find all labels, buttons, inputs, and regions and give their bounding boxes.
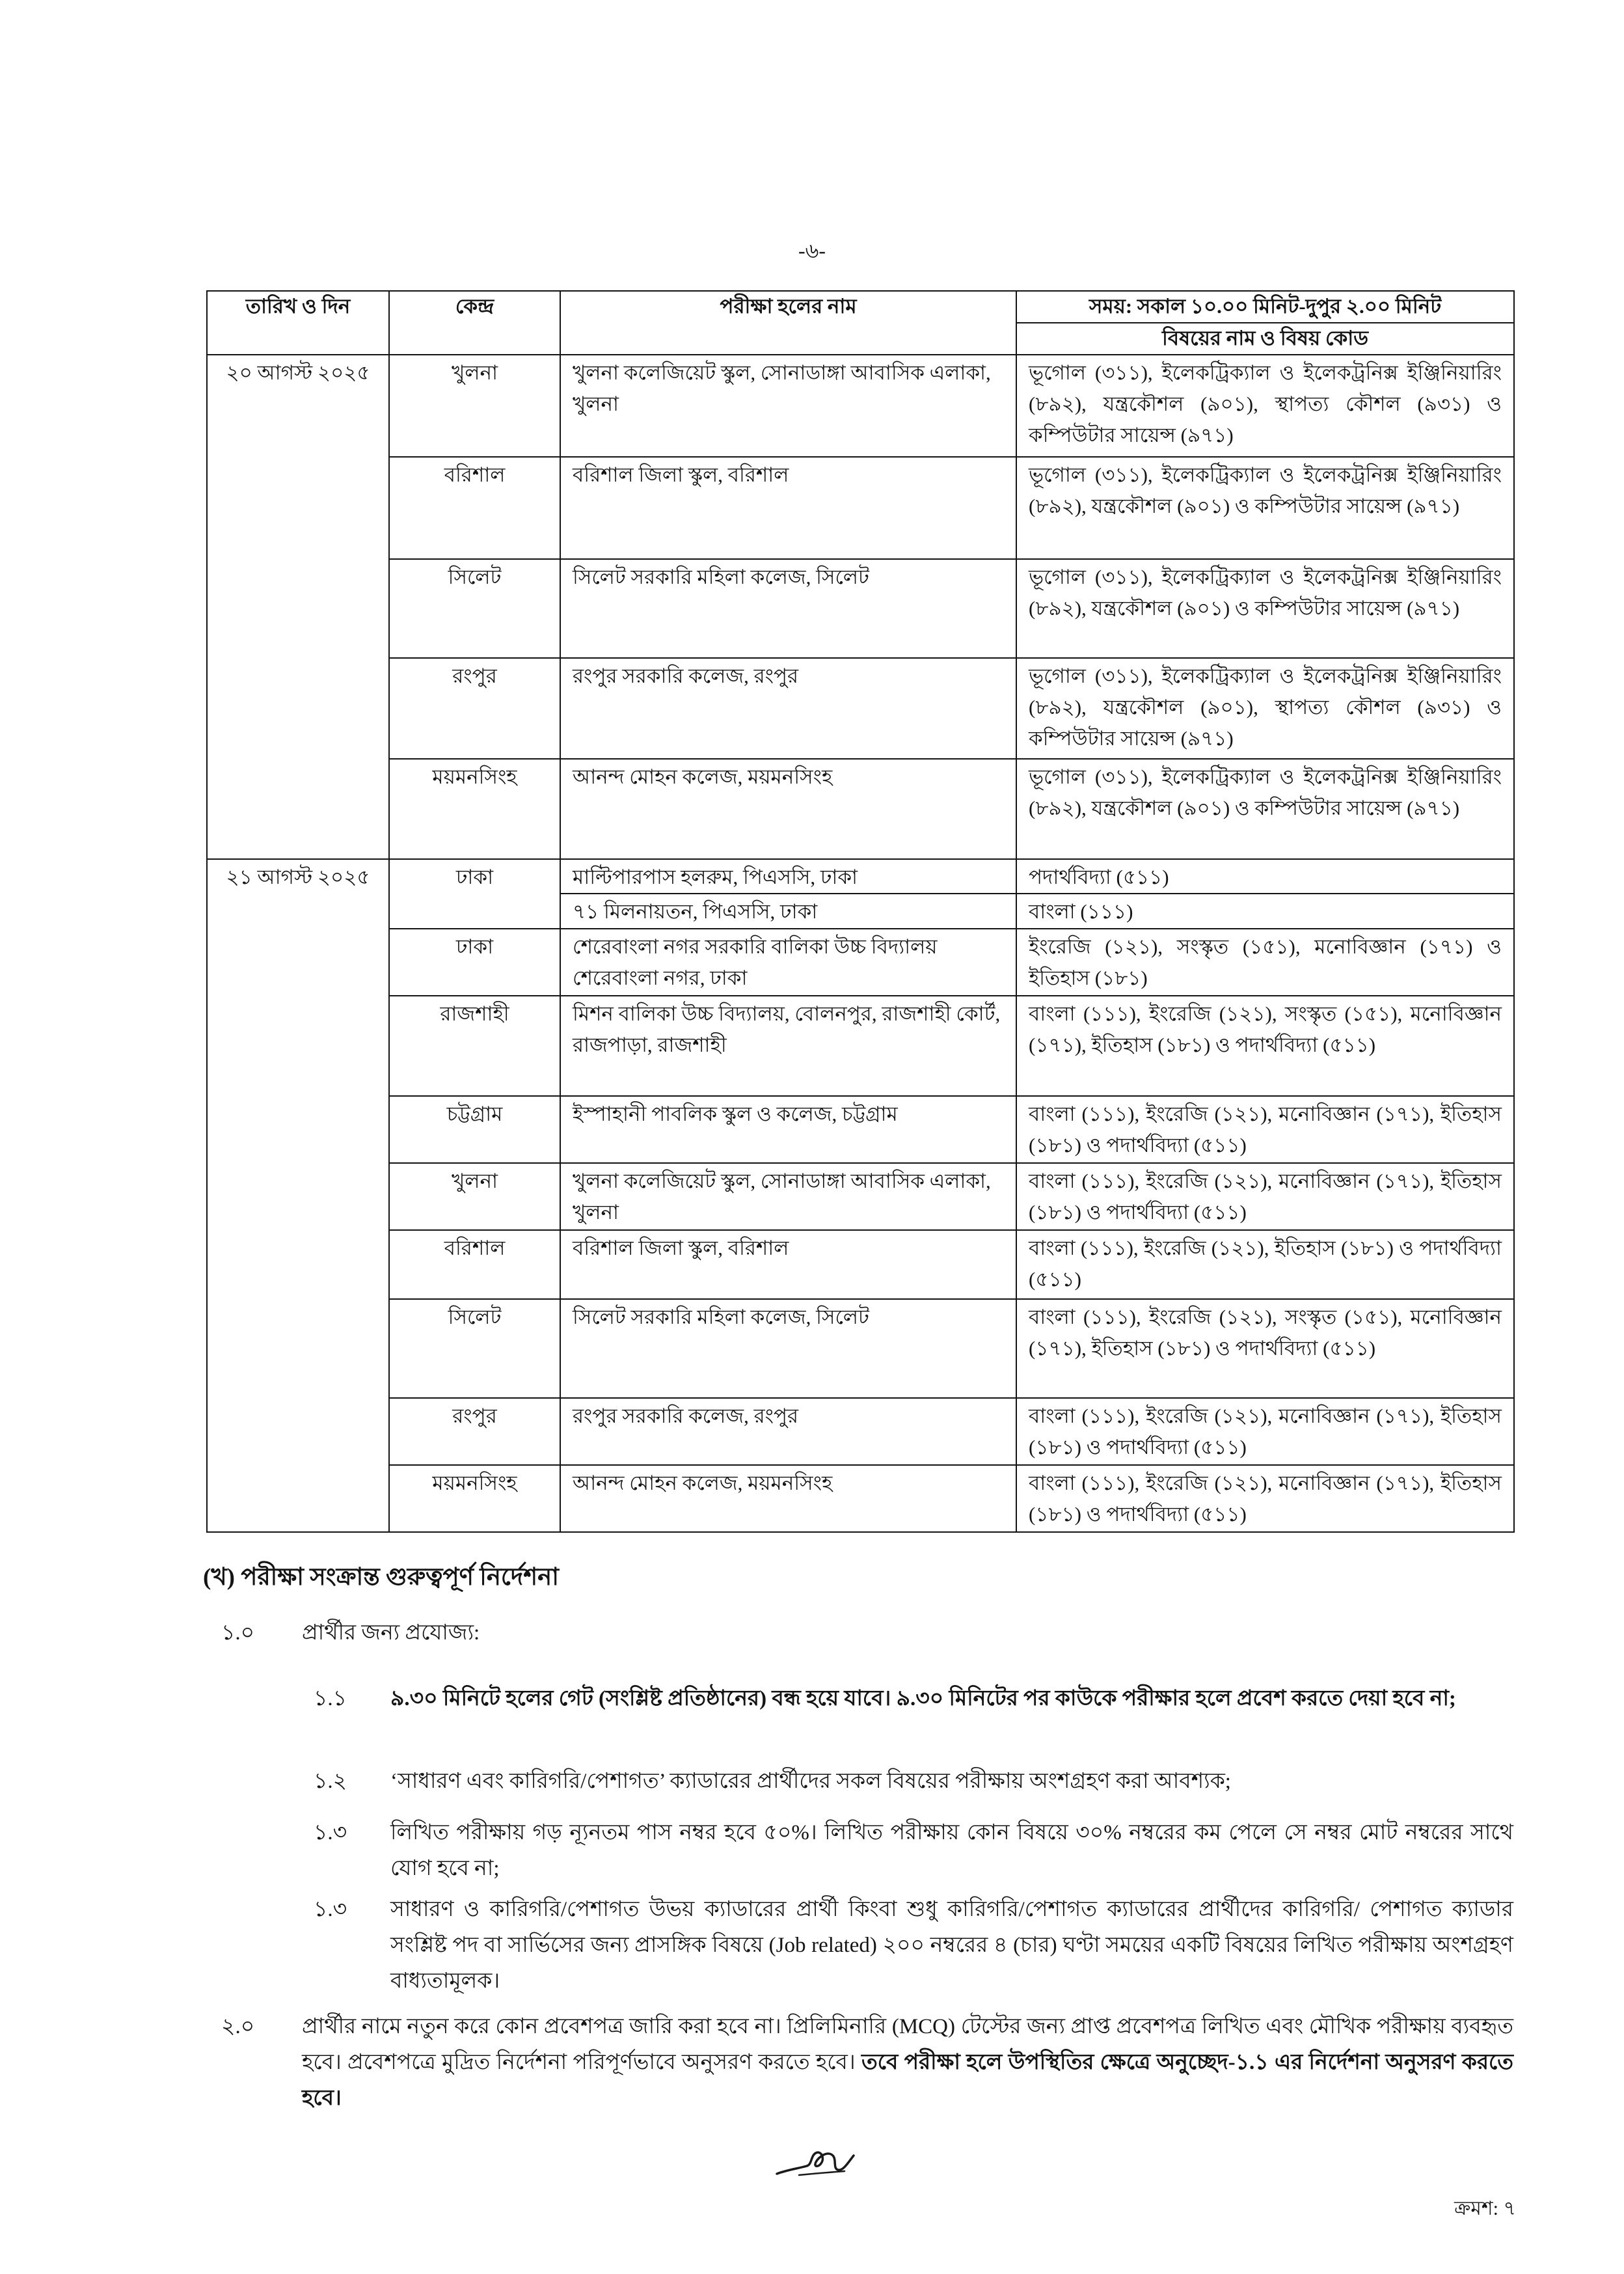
hall-cell: সিলেট সরকারি মহিলা কলেজ, সিলেট <box>560 1299 1016 1398</box>
hall-cell: আনন্দ মোহন কলেজ, ময়মনসিংহ <box>560 759 1016 859</box>
subjects-cell: বাংলা (১১১), ইংরেজি (১২১), মনোবিজ্ঞান (১৭১), ইতিহাস (১৮১) ও পদার্থবিদ্যা (৫১১) <box>1016 1096 1514 1163</box>
hall-cell: বরিশাল জিলা স্কুল, বরিশাল <box>560 1230 1016 1299</box>
center-cell: সিলেট <box>389 559 560 658</box>
header-hall: পরীক্ষা হলের নাম <box>560 291 1016 355</box>
center-cell: বরিশাল <box>389 457 560 559</box>
item-text: সাধারণ ও কারিগরি/পেশাগত উভয় ক্যাডারের প্রার্থী কিংবা শুধু কারিগরি/পেশাগত ক্যাডারের প্রার্থীদের কারিগরি/ পেশাগত ক্যাডার সংশ্লিষ্ট পদ বা সার্ভিসের জন্য প্রাসঙ্গিক বিষয়ে (Job related) ২০০ নম্বরের ৪ (চার) ঘণ্টা সময়ের একটি বিষয়ের লিখিত পরীক্ষায় অংশগ্রহণ বাধ্যতামূলক। <box>390 1898 1513 1993</box>
subjects-cell: বাংলা (১১১), ইংরেজি (১২১), মনোবিজ্ঞান (১৭১), ইতিহাস (১৮১) ও পদার্থবিদ্যা (৫১১) <box>1016 1398 1514 1465</box>
item-number: ১.০ <box>221 1621 255 1645</box>
hall-cell: সিলেট সরকারি মহিলা কলেজ, সিলেট <box>560 559 1016 658</box>
section-heading <box>203 1561 559 1595</box>
subjects-cell: ভূগোল (৩১১), ইলেকট্রিক্যাল ও ইলেকট্রনিক্স ইঞ্জিনিয়ারিং (৮৯২), যন্ত্রকৌশল (৯০১) ও কম্পিউটার সায়েন্স (৯৭১) <box>1016 457 1514 559</box>
subjects-cell: ভূগোল (৩১১), ইলেকট্রিক্যাল ও ইলেকট্রনিক্স ইঞ্জিনিয়ারিং (৮৯২), যন্ত্রকৌশল (৯০১), স্থাপত্য কৌশল (৯৩১) ও কম্পিউটার সায়েন্স (৯৭১) <box>1016 658 1514 759</box>
center-cell: রংপুর <box>389 1398 560 1465</box>
table-row <box>207 859 1514 894</box>
center-cell: রংপুর <box>389 658 560 759</box>
table-row <box>207 996 1514 1096</box>
hall-cell: ৭১ মিলনায়তন, পিএসসি, ঢাকা <box>560 894 1016 929</box>
table-header-row <box>207 291 1514 323</box>
table-row <box>207 658 1514 759</box>
center-cell: ঢাকা <box>389 859 560 929</box>
item-text-bold: তবে পরীক্ষা হলে উপস্থিতির ক্ষেত্রে অনুচ্ছেদ-১.১ এর নির্দেশনা অনুসরণ করতে হবে। <box>302 2051 1514 2110</box>
item-text: ৯.৩০ মিনিটে হলের গেট (সংশ্লিষ্ট প্রতিষ্ঠানের) বন্ধ হয়ে যাবে। ৯.৩০ মিনিটের পর কাউকে পরীক্ষার হলে প্রবেশ করতে দেয়া হবে না; <box>390 1687 1456 1710</box>
subjects-cell: বাংলা (১১১), ইংরেজি (১২১), সংস্কৃত (১৫১), মনোবিজ্ঞান (১৭১), ইতিহাস (১৮১) ও পদার্থবিদ্যা (৫১১) <box>1016 1299 1514 1398</box>
hall-cell: আনন্দ মোহন কলেজ, ময়মনসিংহ <box>560 1465 1016 1532</box>
date-cell: ২০ আগস্ট ২০২৫ <box>207 355 389 859</box>
table-row <box>207 559 1514 658</box>
table-row <box>207 1096 1514 1163</box>
hall-cell: ইস্পাহানী পাবলিক স্কুল ও কলেজ, চট্টগ্রাম <box>560 1096 1016 1163</box>
header-date: তারিখ ও দিন <box>207 291 389 355</box>
hall-cell: মাল্টিপারপাস হলরুম, পিএসসি, ঢাকা <box>560 859 1016 894</box>
hall-cell: মিশন বালিকা উচ্চ বিদ্যালয়, বোলনপুর, রাজশাহী কোর্ট, রাজপাড়া, রাজশাহী <box>560 996 1016 1096</box>
item-text: প্রার্থীর জন্য প্রযোজ্য: <box>302 1621 480 1645</box>
hall-cell: শেরেবাংলা নগর সরকারি বালিকা উচ্চ বিদ্যালয় শেরেবাংলা নগর, ঢাকা <box>560 929 1016 996</box>
section-title: পরীক্ষা সংক্রান্ত গুরুত্বপূর্ণ নির্দেশনা <box>241 1564 559 1591</box>
subjects-cell: ভূগোল (৩১১), ইলেকট্রিক্যাল ও ইলেকট্রনিক্স ইঞ্জিনিয়ারিং (৮৯২), যন্ত্রকৌশল (৯০১) ও কম্পিউটার সায়েন্স (৯৭১) <box>1016 559 1514 658</box>
table-row <box>207 1163 1514 1230</box>
subjects-cell: বাংলা (১১১), ইংরেজি (১২১), মনোবিজ্ঞান (১৭১), ইতিহাস (১৮১) ও পদার্থবিদ্যা (৫১১) <box>1016 1465 1514 1532</box>
table-row <box>207 759 1514 859</box>
center-cell: সিলেট <box>389 1299 560 1398</box>
signature <box>773 2136 860 2183</box>
item-text: লিখিত পরীক্ষায় গড় ন্যূনতম পাস নম্বর হবে ৫০%। লিখিত পরীক্ষায় কোন বিষয়ে ৩০% নম্বরের কম পেলে সে নম্বর মোট নম্বরের সাথে যোগ হবে না; <box>390 1821 1513 1880</box>
center-cell: চট্টগ্রাম <box>389 1096 560 1163</box>
hall-cell: খুলনা কলেজিয়েট স্কুল, সোনাডাঙ্গা আবাসিক এলাকা, খুলনা <box>560 1163 1016 1230</box>
subjects-cell: ভূগোল (৩১১), ইলেকট্রিক্যাল ও ইলেকট্রনিক্স ইঞ্জিনিয়ারিং (৮৯২), যন্ত্রকৌশল (৯০১), স্থাপত্য কৌশল (৯৩১) ও কম্পিউটার সায়েন্স (৯৭১) <box>1016 355 1514 457</box>
subjects-cell: ইংরেজি (১২১), সংস্কৃত (১৫১), মনোবিজ্ঞান (১৭১) ও ইতিহাস (১৮১) <box>1016 929 1514 996</box>
header-center: কেন্দ্র <box>389 291 560 355</box>
schedule-table <box>206 290 1515 1533</box>
center-cell: রাজশাহী <box>389 996 560 1096</box>
table-row <box>207 457 1514 559</box>
table-row <box>207 929 1514 996</box>
center-cell: ময়মনসিংহ <box>389 1465 560 1532</box>
subjects-cell: ভূগোল (৩১১), ইলেকট্রিক্যাল ও ইলেকট্রনিক্স ইঞ্জিনিয়ারিং (৮৯২), যন্ত্রকৌশল (৯০১) ও কম্পিউটার সায়েন্স (৯৭১) <box>1016 759 1514 859</box>
item-text: ‘সাধারণ এবং কারিগরি/পেশাগত’ ক্যাডারের প্রার্থীদের সকল বিষয়ের পরীক্ষায় অংশগ্রহণ করা আবশ্যক; <box>390 1770 1231 1793</box>
table-row <box>207 1230 1514 1299</box>
item-number: ১.২ <box>314 1770 347 1793</box>
center-cell: খুলনা <box>389 1163 560 1230</box>
center-cell: খুলনা <box>389 355 560 457</box>
subjects-cell: বাংলা (১১১) <box>1016 894 1514 929</box>
table-row <box>207 355 1514 457</box>
hall-cell: রংপুর সরকারি কলেজ, রংপুর <box>560 1398 1016 1465</box>
hall-cell: খুলনা কলেজিয়েট স্কুল, সোনাডাঙ্গা আবাসিক এলাকা, খুলনা <box>560 355 1016 457</box>
item-number: ১.১ <box>314 1687 347 1710</box>
item-number: ১.৩ <box>314 1898 347 1921</box>
item-text-regular: প্রার্থীর নামে নতুন করে কোন প্রবেশপত্র জারি করা হবে না। প্রিলিমিনারি (MCQ) টেস্টের জন্য প্রাপ্ত প্রবেশপত্র লিখিত এবং মৌখিক পরীক্ষায় ব্যবহৃত হবে। প্রবেশপত্রে মুদ্রিত নির্দেশনা পরিপূর্ণভাবে অনুসরণ করতে হবে। <box>302 2015 1513 2074</box>
item-number: ২.০ <box>221 2015 255 2038</box>
center-cell: বরিশাল <box>389 1230 560 1299</box>
subjects-cell: বাংলা (১১১), ইংরেজি (১২১), ইতিহাস (১৮১) ও পদার্থবিদ্যা (৫১১) <box>1016 1230 1514 1299</box>
hall-cell: বরিশাল জিলা স্কুল, বরিশাল <box>560 457 1016 559</box>
page-number: -৬- <box>798 239 826 262</box>
table-row <box>207 1465 1514 1532</box>
item-number: ১.৩ <box>314 1821 347 1844</box>
continued-note: ক্রমশ: ৭ <box>1454 2198 1516 2219</box>
hall-cell: রংপুর সরকারি কলেজ, রংপুর <box>560 658 1016 759</box>
center-cell: ময়মনসিংহ <box>389 759 560 859</box>
table-row <box>207 1398 1514 1465</box>
date-cell: ২১ আগস্ট ২০২৫ <box>207 859 389 1532</box>
center-cell: ঢাকা <box>389 929 560 996</box>
table-row <box>207 1299 1514 1398</box>
header-subject: বিষয়ের নাম ও বিষয় কোড <box>1016 323 1514 355</box>
header-time: সময়: সকাল ১০.০০ মিনিট-দুপুর ২.০০ মিনিট <box>1016 291 1514 323</box>
subjects-cell: পদার্থবিদ্যা (৫১১) <box>1016 859 1514 894</box>
subjects-cell: বাংলা (১১১), ইংরেজি (১২১), সংস্কৃত (১৫১), মনোবিজ্ঞান (১৭১), ইতিহাস (১৮১) ও পদার্থবিদ্যা (৫১১) <box>1016 996 1514 1096</box>
section-label: (খ) <box>203 1564 235 1591</box>
subjects-cell: বাংলা (১১১), ইংরেজি (১২১), মনোবিজ্ঞান (১৭১), ইতিহাস (১৮১) ও পদার্থবিদ্যা (৫১১) <box>1016 1163 1514 1230</box>
item-text <box>302 2009 1513 2116</box>
